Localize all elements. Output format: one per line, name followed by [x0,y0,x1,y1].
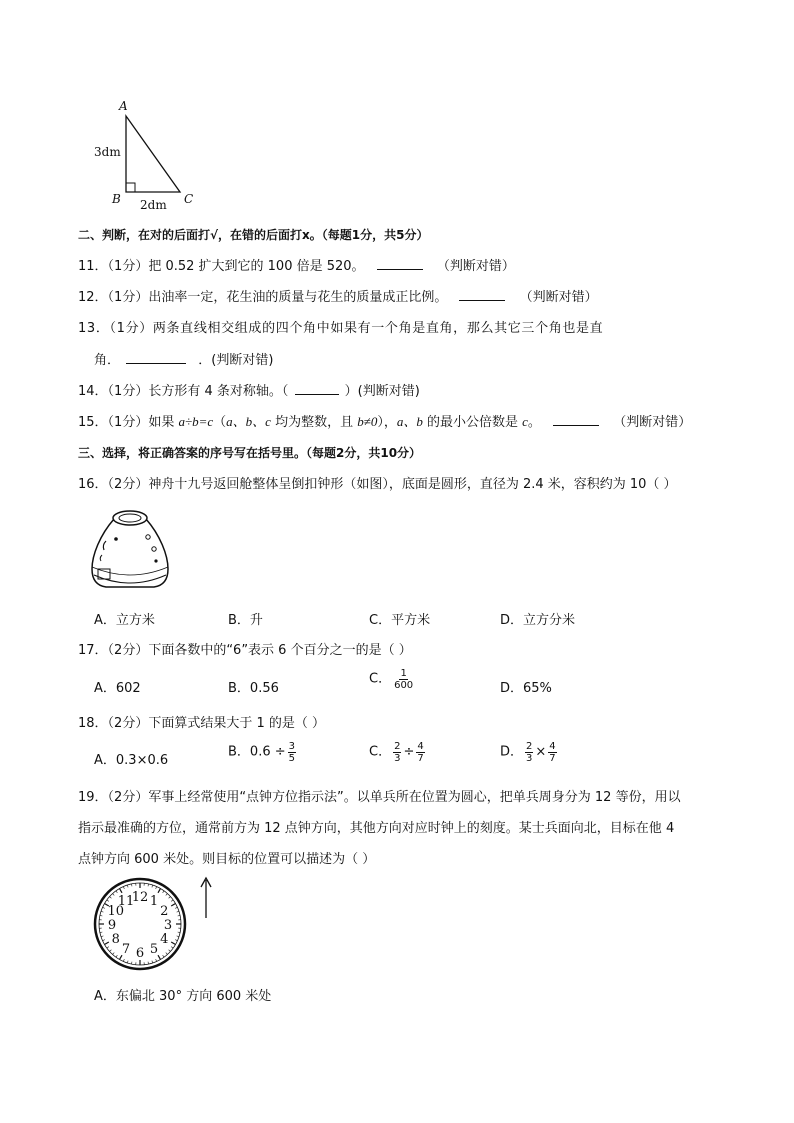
answer-blank-11[interactable] [377,257,423,270]
question-18-option-c[interactable] [369,741,427,764]
clock-number: 6 [135,946,145,961]
question-15-ab: a、b [396,414,423,429]
question-15-part: 的最小公倍数是 [422,415,523,430]
clock-number: 10 [107,904,125,919]
question-15-part: （ [213,415,227,430]
question-15-condition: b≠0 [357,414,378,429]
question-18-option-a[interactable]: A．0.3×0.6 [94,753,169,768]
question-16-option-a[interactable]: A．立方米 [94,613,155,628]
answer-blank-13[interactable] [126,351,186,364]
return-capsule-drawing [86,505,172,595]
fraction [393,668,414,691]
question-13-line-1: 13．（1分）两条直线相交组成的四个角中如果有一个角是直角，那么其它三个角也是直 [78,321,604,336]
clock-number: 1 [149,893,159,909]
question-15-part: 均为整数，且 [270,415,358,430]
fraction [548,741,556,764]
clock-figure [92,876,188,972]
north-arrow [198,876,214,920]
side-ab-label: 3dm [94,145,121,159]
question-18-text: 18．（2分）下面算式结果大于 1 的是（ ） [78,716,325,731]
question-19-line-2: 指示最准确的方位，通常前方为 12 点钟方向，其他方向对应时钟上的刻度。某士兵面向北，目标在他 4 [78,821,675,836]
operator: × [535,744,547,760]
question-19-option-a[interactable]: A．东偏北 30° 方向 600 米处 [94,989,272,1004]
question-15-part: 。 [527,415,541,430]
clock-number: 12 [131,890,149,905]
clock-number: 3 [163,918,173,933]
question-13-line-2-start: 角． [94,353,121,368]
question-17-option-c[interactable] [369,668,416,691]
vertex-b-label: B [112,192,121,206]
vertex-c-label: C [184,192,194,206]
question-15-part: ）， [377,415,397,430]
clock-number: 4 [160,932,169,947]
section-2-title: 二、判断，在对的后面打√，在错的后面打x。（每题1分，共5分） [78,228,429,242]
denominator: 7 [549,753,556,764]
numerator: 2 [526,741,533,752]
question-17-option-d[interactable]: D．65% [500,681,552,696]
question-18-option-b[interactable] [228,741,298,764]
question-17-option-b[interactable]: B．0.56 [228,681,279,696]
fraction [393,741,401,764]
numerator: 1 [400,668,407,679]
fraction [288,741,296,764]
numerator: 4 [417,741,424,752]
denominator: 600 [394,680,414,691]
option-label: C． [369,744,392,760]
question-18-option-d[interactable] [500,741,559,764]
question-14-tail: ）(判断对错) [344,384,420,399]
clock-number: 5 [149,942,159,958]
question-19-line-1: 19．（2分）军事上经常使用“点钟方位指示法”。以单兵所在位置为圆心，把单兵周身分为 12 等份，用以 [78,790,681,805]
question-12 [78,288,598,307]
question-15-variables: a、b、c [226,414,271,429]
question-19-line-3: 点钟方向 600 米处。则目标的位置可以描述为（ ） [78,852,376,867]
question-11-tail: （判断对错） [436,259,515,274]
fraction [416,741,424,764]
section-3-title: 三、选择，将正确答案的序号写在括号里。（每题2分，共10分） [78,446,422,460]
numerator: 3 [288,741,295,752]
question-11 [78,257,515,276]
vertex-a-label: A [119,99,128,113]
denominator: 5 [288,753,295,764]
question-17-option-a[interactable]: A．602 [94,681,141,696]
question-16-text: 16．（2分）神舟十九号返回舱整体呈倒扣钟形（如图），底面是圆形，直径为 2.4 米，容积约为 10（ ） [78,477,677,492]
question-13-line-2 [94,351,273,370]
side-bc-label: 2dm [140,198,167,212]
clock-number: 9 [107,918,117,933]
triangle-figure [88,98,198,216]
numerator: 2 [394,741,401,752]
answer-blank-15[interactable] [553,413,599,426]
question-14-text: 14．（1分）长方形有 4 条对称轴。（ [78,384,289,399]
question-15-part: 15．（1分）如果 [78,415,179,430]
fraction [525,741,533,764]
clock-number: 2 [160,904,169,919]
question-16-option-b[interactable]: B．升 [228,613,263,628]
question-16-option-d[interactable]: D．立方分米 [500,613,576,628]
denominator: 7 [417,753,424,764]
clock-face [92,876,188,972]
question-15-c: c [522,414,528,429]
clock-number: 8 [111,932,120,947]
question-14 [78,382,420,401]
option-label: D． [500,744,524,760]
question-15-tail: （判断对错） [613,415,692,430]
option-label: C． [369,671,392,687]
question-11-text: 11．（1分）把 0.52 扩大到它的 100 倍是 520。 [78,259,365,274]
question-15-expression: a÷b=c [178,414,214,429]
question-16-option-c[interactable]: C．平方米 [369,613,431,628]
question-17-text: 17．（2分）下面各数中的“6”表示 6 个百分之一的是（ ） [78,643,412,658]
question-12-tail: （判断对错） [519,290,598,305]
denominator: 3 [394,753,401,764]
clock-number: 7 [121,942,131,958]
question-15 [78,413,691,432]
clock-number: 11 [117,893,135,909]
capsule-image [86,505,172,595]
up-arrow-icon [198,876,214,920]
denominator: 3 [526,753,533,764]
question-12-text: 12．（1分）出油率一定，花生油的质量与花生的质量成正比例。 [78,290,448,305]
numerator: 4 [549,741,556,752]
answer-blank-14[interactable] [295,382,339,395]
answer-blank-12[interactable] [459,288,505,301]
operator: ÷ [403,744,415,760]
option-label: B．0.6 ÷ [228,744,286,760]
question-13-line-2-end: ．(判断对错) [198,353,274,368]
